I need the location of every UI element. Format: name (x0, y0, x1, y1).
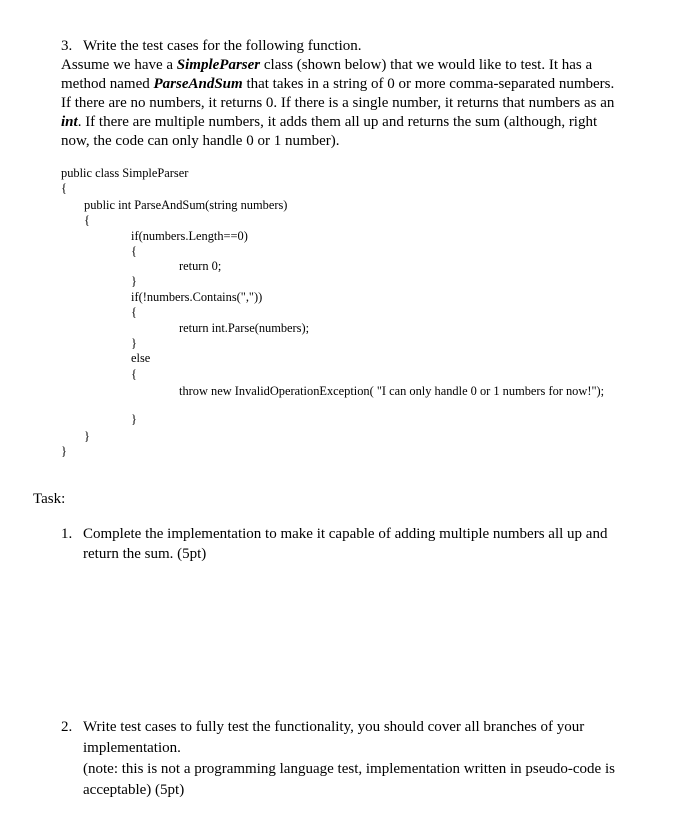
text: Assume we have a (61, 57, 177, 73)
task-item-2-line-4: acceptable) (5pt) (83, 782, 185, 798)
method-name-emphasis: ParseAndSum (153, 76, 243, 92)
code-throw: throw new InvalidOperationException( "I can only handle 0 or 1 numbers for now!"); (179, 384, 605, 398)
description-line-2 (61, 75, 614, 94)
task-item-2-line-1: Write test cases to fully test the functionality, you should cover all branches of your (83, 719, 585, 735)
code-brace: { (131, 367, 137, 381)
code-class-decl: public class SimpleParser (61, 166, 189, 180)
task-item-1-line-1: Complete the implementation to make it capable of adding multiple numbers all up and (83, 526, 608, 542)
code-brace: } (131, 274, 137, 288)
code-if-contains: if(!numbers.Contains(",")) (131, 290, 263, 304)
code-brace: { (84, 213, 90, 227)
code-brace: { (131, 244, 137, 258)
code-brace: } (131, 412, 137, 426)
code-brace: { (131, 305, 137, 319)
code-brace: } (61, 444, 67, 458)
description-line-4 (61, 113, 597, 132)
code-return-zero: return 0; (179, 259, 222, 273)
task-item-1-line-2: return the sum. (5pt) (83, 546, 207, 562)
code-if-length: if(numbers.Length==0) (131, 229, 248, 243)
code-brace: } (84, 429, 90, 443)
text: that takes in a string of 0 or more comma-separated numbers. (242, 76, 615, 92)
class-name-emphasis: SimpleParser (176, 57, 261, 73)
description-line-3: If there are no numbers, it returns 0. If there is a single number, it returns that numbers as an (61, 95, 615, 111)
code-brace: } (131, 336, 137, 350)
code-else: else (131, 351, 151, 365)
question-heading: Write the test cases for the following function. (83, 38, 362, 54)
task-item-number: 2. (61, 719, 73, 735)
description-line-1 (61, 56, 592, 75)
text: method named (61, 76, 154, 92)
code-method-decl: public int ParseAndSum(string numbers) (84, 198, 288, 212)
task-item-2-line-2: implementation. (83, 740, 181, 756)
int-emphasis: int (61, 114, 78, 130)
description-line-5: now, the code can only handle 0 or 1 number). (61, 133, 340, 149)
code-return-parse: return int.Parse(numbers); (179, 321, 310, 335)
task-item-number: 1. (61, 526, 73, 542)
question-number: 3. (61, 38, 73, 54)
text: class (shown below) that we would like to test. It has a (260, 57, 593, 73)
task-item-2-line-3: (note: this is not a programming language test, implementation written in pseudo-code is (83, 761, 615, 777)
task-label: Task: (33, 491, 66, 507)
text: . If there are multiple numbers, it adds them all up and returns the sum (although, right (77, 114, 598, 130)
code-brace: { (61, 181, 67, 195)
